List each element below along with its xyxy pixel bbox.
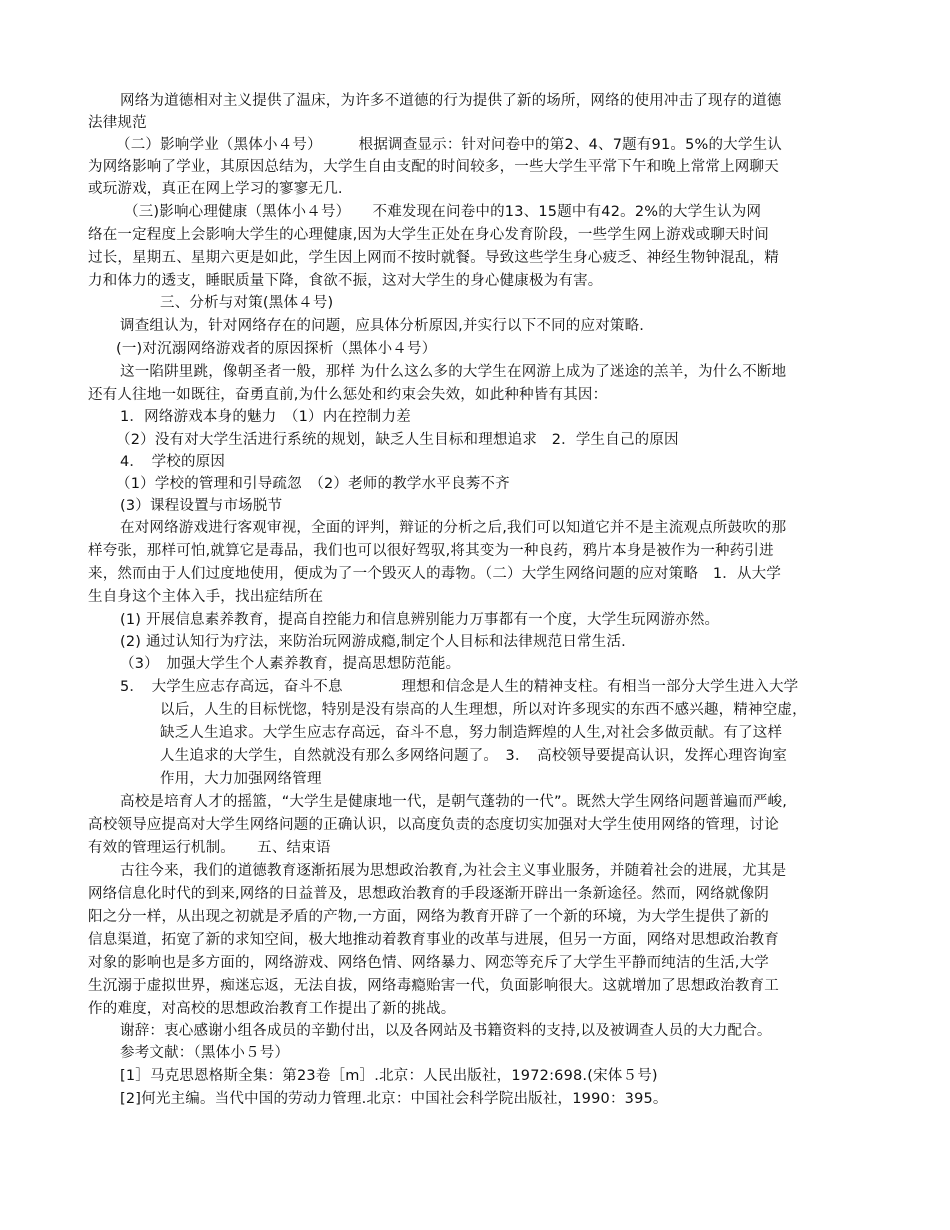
paragraph-line: 阳之分一样，从出现之初就是矛盾的产物,一方面，网络为教育开辟了一个新的环境，为大学生提供了新的: [88, 909, 770, 925]
list-item-continuation: 缺乏人生追求。大学生应志存高远，奋斗不息，努力制造辉煌的人生,对社会多做贡献。有了这样: [160, 725, 783, 741]
paragraph-line: 网络为道德相对主义提供了温床，为许多不道德的行为提供了新的场所，网络的使用冲击了现存的道德: [120, 93, 782, 109]
paragraph-line: 调查组认为，针对网络存在的问题，应具体分析原因,并实行以下不同的应对策略.: [120, 318, 645, 334]
paragraph-line: 对象的影响也是多方面的，网络游戏、网络色情、网络暴力、网恋等充斥了大学生平静而纯洁的生活,大学: [88, 955, 770, 971]
paragraph-line: 生自身这个主体入手，找出症结所在: [88, 589, 324, 605]
reference-item: [1］马克思恩格斯全集：第23卷［m］.北京：人民出版社，1972:698.(宋体５号): [120, 1068, 658, 1084]
list-item: 4． 学校的原因: [120, 454, 226, 470]
paragraph-line: 古往今来，我们的道德教育逐渐拓展为思想政治教育,为社会主义事业服务，并随着社会的进展，尤其是: [120, 863, 787, 879]
subsection-heading: (一)对沉溺网络游戏者的原因探析（黑体小４号）: [116, 341, 437, 357]
paragraph-line: 络在一定程度上会影响大学生的心理健康,因为大学生正处在身心发育阶段，一些学生网上游戏或聊天时间: [88, 227, 770, 243]
paragraph-line: 这一陷阱里跳，像朝圣者一般，那样 为什么这么多的大学生在网游上成为了迷途的羔羊，为什么不断地: [120, 364, 787, 380]
paragraph-line: 在对网络游戏进行客观审视，全面的评判，辩证的分析之后,我们可以知道它并不是主流观点所鼓吹的那: [120, 520, 787, 536]
paragraph-line: 为网络影响了学业，其原因总结为，大学生自由支配的时间较多，一些大学生平常下午和晚上常常上网聊天: [88, 159, 779, 175]
paragraph-line: 有效的管理运行机制。 五、结束语: [88, 840, 331, 856]
reference-item: [2]何光主编。当代中国的劳动力管理.北京：中国社会科学院出版社，1990：395。: [120, 1091, 668, 1107]
paragraph-line: 生沉溺于虚拟世界，痴迷忘返，无法自拔，网络毒瘾贻害一代，负面影响很大。这就增加了思想政治教育工: [88, 978, 779, 994]
paragraph-line: 高校领导应提高对大学生网络问题的正确认识，以高度负责的态度切实加强对大学生使用网络的管理，讨论: [88, 817, 779, 833]
paragraph-line: 力和体力的透支，睡眠质量下降，食欲不振，这对大学生的身心健康极为有害。: [88, 273, 603, 289]
section-heading-line: （二）影响学业（黑体小４号） 根据调查显示：针对问卷中的第2、4、7题有91。5%的大学生认: [116, 137, 782, 153]
list-item: （2）没有对大学生活进行系统的规划，缺乏人生目标和理想追求 2．学生自己的原因: [116, 432, 679, 448]
list-item-continuation: 以后，人生的目标恍惚，特别是没有崇高的人生理想，所以对许多现实的东西不感兴趣，精神空虚，: [160, 702, 807, 718]
section-heading-line: （三)影响心理健康（黑体小４号） 不难发现在问卷中的13、15题中有42。2%的大学生认为网: [124, 204, 762, 220]
list-item: （3） 加强大学生个人素养教育，提高思想防范能。: [120, 656, 461, 672]
paragraph-line: 过长，星期五、星期六更是如此，学生因上网而不按时就餐。导致这些学生身心疲乏、神经生物钟混乱，精: [88, 250, 779, 266]
paragraph-line: 来，然而由于人们过度地使用，便成为了一个毁灭人的毒物。（二）大学生网络问题的应对策略 1．从大学: [88, 566, 782, 582]
paragraph-line: 网络信息化时代的到来,网络的日益普及，思想政治教育的手段逐渐开辟出一条新途径。然而，网络就像阴: [88, 886, 770, 902]
list-item: （1）学校的管理和引导疏忽 （2）老师的教学水平良莠不齐: [116, 476, 510, 492]
references-heading: 参考文献：（黑体小５号）: [120, 1045, 290, 1061]
paragraph-line: 样夸张，那样可怕,就算它是毒品，我们也可以很好驾驭,将其变为一种良药，鸦片本身是被作为一种药引进: [88, 543, 774, 559]
paragraph-line: 还有人往地一如既往，奋勇直前,为什么惩处和约束会失效，如此种种皆有其因：: [88, 387, 608, 403]
list-item: 1．网络游戏本身的魅力 （1）内在控制力差: [120, 409, 411, 425]
paragraph-line: 高校是培育人才的摇篮，“大学生是健康地一代，是朝气蓬勃的一代”。既然大学生网络问题普遍而严峻,: [120, 794, 788, 810]
list-item: (1) 开展信息素养教育，提高自控能力和信息辨别能力万事都有一个度，大学生玩网游亦然。: [120, 612, 720, 628]
list-item: (3）课程设置与市场脱节: [120, 498, 283, 514]
list-item: 5． 大学生应志存高远，奋斗不息 理想和信念是人生的精神支柱。有相当一部分大学生进入大学: [120, 679, 799, 695]
list-item-continuation: 作用，大力加强网络管理: [160, 771, 322, 787]
section-heading: 三、分析与对策(黑体４号): [160, 295, 334, 311]
list-item-continuation: 人生追求的大学生，自然就没有那么多网络问题了。 3． 高校领导要提高认识，发挥心理咨询室: [160, 748, 788, 764]
paragraph-line: 或玩游戏，真正在网上学习的寥寥无几.: [88, 181, 343, 197]
list-item: (2) 通过认知行为疗法，来防治玩网游成瘾,制定个人目标和法律规范日常生活.: [120, 634, 626, 650]
acknowledgement: 谢辞：衷心感谢小组各成员的辛勤付出，以及各网站及书籍资料的支持,以及被调查人员的大力配合。: [120, 1023, 772, 1039]
paragraph-line: 法律规范: [88, 115, 147, 131]
paragraph-line: 作的难度，对高校的思想政治教育工作提出了新的挑战。: [88, 1001, 456, 1017]
paragraph-line: 信息渠道，拓宽了新的求知空间，极大地推动着教育事业的改革与进展，但另一方面，网络对思想政治教育: [88, 932, 779, 948]
